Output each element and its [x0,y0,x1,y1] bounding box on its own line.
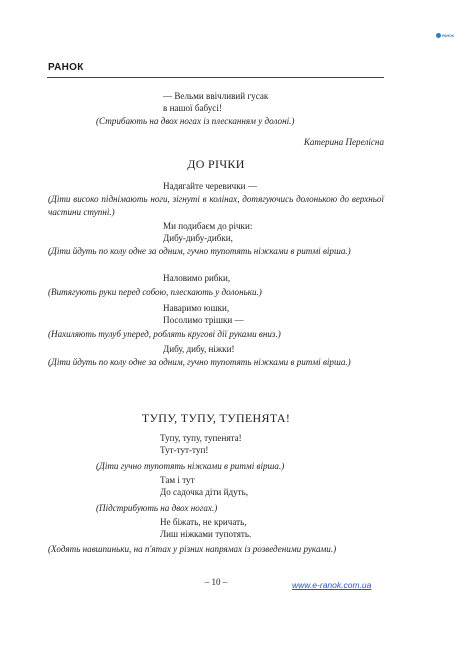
poem-line: Там і тут [160,475,195,485]
logo-text: РАНОК [442,33,454,38]
stage-direction: (Діти гучно тупотять ніжками в ритмі вірша.) [96,461,285,471]
poem-line: Посолимо трішки — [163,315,244,325]
stage-direction: (Витягують руки перед собою, плескають у долоньки.) [48,287,262,297]
stage-direction: (Ходять навшпиньки, на п'ятах у різних напрямах із розведеними руками.) [48,544,337,554]
publisher-logo [436,33,454,38]
poem-line: Наловимо рибки, [163,273,231,283]
poem-line: Не біжать, не кричать, [160,517,247,527]
poem-line: Ми подибаєм до річки: [163,221,253,231]
stage-direction: (Діти йдуть по колу одне за одним, гучно тупотять ніжками в ритмі вірша.) [48,357,351,367]
poem-line: Дибу-дибу-дибки, [163,233,233,243]
stage-direction: (Стрибають на двох ногах із плесканням у долоні.) [96,116,295,126]
logo-mark-icon [436,33,441,38]
stage-direction: (Нахиляють тулуб уперед, роблять кругові дії руками вниз.) [48,329,281,339]
poem-author: Катерина Перелісна [303,137,384,147]
poem-line: Тупу, тупу, тупенята! [160,433,242,443]
stage-direction: (Діти йдуть по колу одне за одним, гучно тупотять ніжками в ритмі вірша.) [48,246,351,256]
poem-line: Наваримо юшки, [163,303,230,313]
poem-title: ТУПУ, ТУПУ, ТУПЕНЯТА! [141,411,291,425]
poem-title: ДО РІЧКИ [187,157,245,171]
poem-line: Надягайте черевички — [163,181,257,191]
running-header: РАНОК [48,62,84,73]
stage-direction: (Діти високо піднімають ноги, зігнуті в колінах, дотягуючись долонькою до верхньої частини ступні.) [48,194,384,217]
poem-line: Тут-тут-туп! [160,445,209,455]
poem-line: Лиш ніжками тупотять. [160,529,252,539]
poem-line: в нашої бабусі! [163,103,222,113]
page-number: – 10 – [204,577,228,587]
poem-line: До садочка діти йдуть, [160,487,249,497]
header-divider [47,77,384,78]
poem-line: — Вельми ввічливий гусак [163,91,269,101]
stage-direction: (Підстрибують на двох ногах.) [96,503,218,513]
poem-line: Дибу, дибу, ніжки! [163,344,235,354]
publisher-website-link[interactable]: www.e-ranok.com.ua [292,580,372,590]
